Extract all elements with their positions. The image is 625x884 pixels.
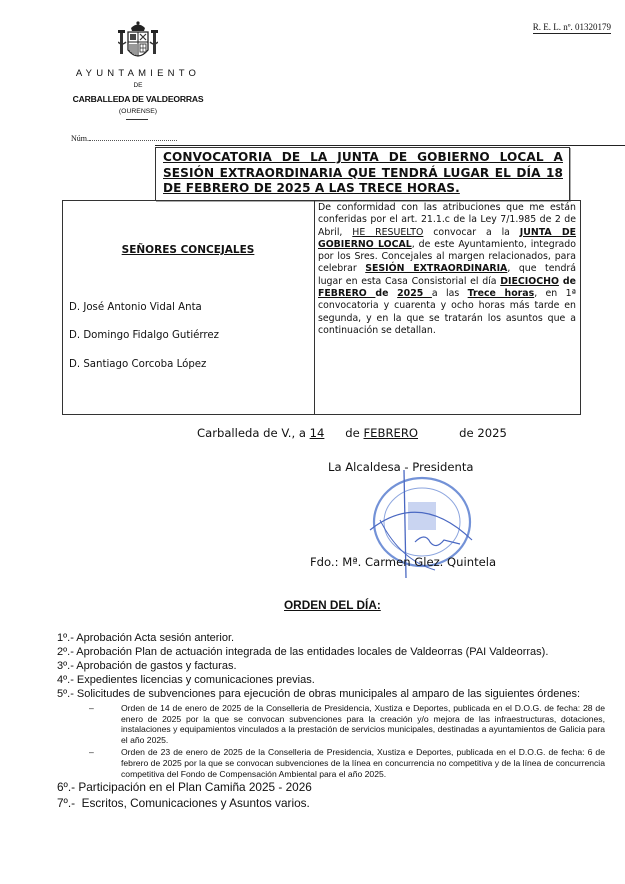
councillors-heading: SEÑORES CONCEJALES (121, 244, 255, 256)
date-year: de 2025 (455, 426, 507, 440)
place: Carballeda de V., a (197, 426, 310, 440)
agenda-item-number: 3º.- (57, 660, 74, 672)
agenda-item-text: Aprobación Acta sesión anterior. (73, 632, 235, 644)
agenda-item-text: Escritos, Comunicaciones y Asuntos varios. (75, 796, 310, 811)
resolution-part: , de este Ayuntamiento, integrado por los Sres. Concejales al margen relacionados, para celebrar (318, 238, 576, 275)
session-hour: Trece horas (467, 288, 535, 300)
agenda-item (57, 645, 617, 659)
session-day: DIECIOCHO (500, 275, 559, 287)
agenda-item-number: 1º.- (57, 632, 74, 644)
agenda-subitem (57, 747, 617, 779)
divider (155, 145, 625, 146)
agenda-item (57, 780, 617, 795)
document-number-field (71, 132, 177, 143)
session-month: FEBRERO (318, 288, 376, 300)
document-title: CONVOCATORIA DE LA JUNTA DE GOBIERNO LOCAL A SESIÓN EXTRAORDINARIA QUE TENDRÁ LUGAR EL DÍA 18 DE FEBRERO DE 2025 A LAS TRECE HORAS. (163, 150, 563, 195)
num-label: Núm. (71, 134, 89, 143)
councillor-name: D. José Antonio Vidal Anta (69, 302, 202, 313)
coat-of-arms-icon (118, 20, 158, 62)
councillor-name: D. Domingo Fidalgo Gutiérrez (69, 330, 220, 341)
date-month: FEBRERO (363, 426, 419, 440)
agenda-item-text: Aprobación de gastos y facturas. (73, 660, 237, 672)
councillor-name: D. Santiago Corcoba López (69, 359, 207, 370)
agenda-item-text: Participación en el Plan Camiña 2025 - 2026 (75, 780, 312, 795)
divider (126, 119, 148, 120)
agenda-item-text: Aprobación Plan de actuación integrada de las entidades locales de Valdeorras (PAI Valdeorras). (73, 646, 549, 658)
junta-name: JUNTA DE GOBIERNO LOCAL (318, 226, 577, 250)
session-type: SESIÓN EXTRAORDINARIA (365, 263, 508, 275)
dash-bullet: – (89, 747, 94, 758)
institution-de: DE (133, 82, 143, 89)
resolution-part: De conformidad con las atribuciones que me están conferidas por el art. 21.1.c de la Ley 7/1.985 de 2 de Abril, (318, 202, 576, 238)
agenda-subitem-text: Orden de 14 de enero de 2025 de la Conselleria de Presidencia, Xustiza e Deportes, publicada en el D.O.G. de fecha: 28 de enero de 2025 por la que se convocan subvenciones para la creación y/o mejora de las infraestructuras, dotaciones, instalaciones y equipamientos vinculados a la prestación de servicios municipales, destinadas a ayuntamientos de Galicia para el año 2025. (121, 703, 605, 745)
session-year: 2025 (397, 288, 432, 300)
agenda-item-number: 7º.- (57, 796, 76, 811)
agenda-subitem (57, 703, 617, 745)
agenda-heading: ORDEN DEL DÍA: (284, 598, 381, 612)
agenda-item (57, 659, 617, 673)
resolution-part: , que tendrá lugar en esta Casa Consistorial el día (318, 263, 576, 287)
agenda-subitem-text: Orden de 23 de enero de 2025 de la Conselleria de Presidencia, Xustiza e Deportes, publicada en el D.O.G. de fecha: 6 de febrero de 2025 por la que se convocan subvenciones de la línea en concurrencia no competitiva y de la línea de concurrencia competitiva del Fondo de Compensación Ambiental para el año 2025. (121, 747, 605, 779)
resolution-part: de (375, 288, 398, 300)
agenda-list (57, 631, 617, 811)
resolution-part: a las (431, 288, 468, 300)
resolution-part: de (558, 275, 576, 287)
num-blank (89, 132, 177, 141)
agenda-item-number: 4º.- (57, 674, 74, 686)
agenda-item-number: 2º.- (57, 646, 74, 658)
date-de: de (341, 426, 364, 440)
resolution-part: , en 1ª convocatoria y cuarenta y ocho horas más tarde en segunda, y en la que se tratarán los asuntos que a continuación se detallan. (318, 288, 576, 336)
agenda-item (57, 687, 617, 701)
resolution-part: convocar a la (423, 226, 520, 238)
agenda-item-number: 5º.- (57, 688, 74, 700)
signature-date (197, 426, 507, 440)
signed-by: Fdo.: Mª. Carmen Glez. Quintela (310, 555, 497, 569)
agenda-item (57, 673, 617, 687)
date-day: 14 (309, 426, 325, 440)
agenda-item (57, 796, 617, 811)
province-name: (OURENSE) (118, 108, 158, 115)
agenda-item-text: Solicitudes de subvenciones para ejecución de obras municipales al amparo de las siguientes órdenes: (76, 688, 581, 700)
agenda-item-text: Expedientes licencias y comunicaciones previas. (73, 674, 315, 686)
municipality-name: CARBALLEDA DE VALDEORRAS (72, 94, 204, 104)
signer-role: La Alcaldesa - Presidenta (328, 460, 474, 474)
table-divider (314, 200, 315, 414)
agenda-item-number: 6º.- (57, 780, 76, 795)
agenda-item (57, 631, 617, 645)
resolution-text (318, 202, 576, 337)
rel-number: R. E. L. nº. 01320179 (532, 22, 611, 32)
institution-name: AYUNTAMIENTO (75, 68, 201, 79)
he-resuelto: HE RESUELTO (352, 226, 424, 238)
dash-bullet: – (89, 703, 94, 713)
